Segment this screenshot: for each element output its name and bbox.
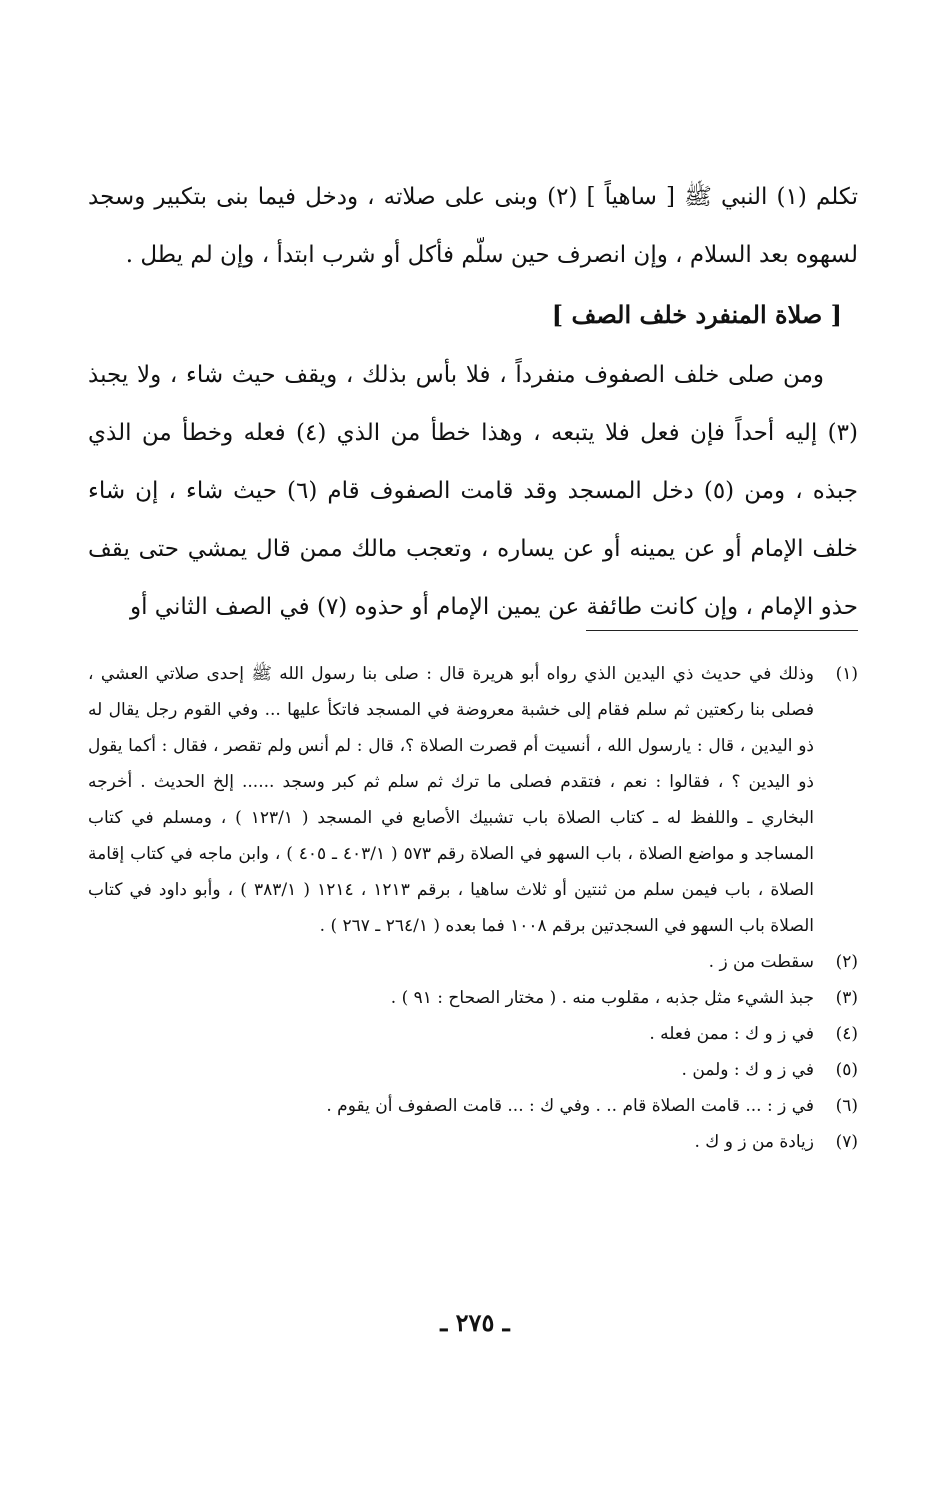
page-number: ـ ٢٧٥ ـ	[440, 1308, 510, 1337]
main-text	[88, 168, 858, 636]
footnote-text: زيادة من ز و ك .	[694, 1132, 814, 1152]
footnote-text: في ز و ك : ولمن .	[681, 1060, 814, 1080]
footnote-number: (٤)	[835, 1024, 858, 1044]
footnote-number: (١)	[835, 664, 858, 684]
footnote-3	[88, 980, 858, 1016]
footnote-6	[88, 1088, 858, 1124]
footnotes	[88, 656, 858, 1160]
footnote-text: جبذ الشيء مثل جذبه ، مقلوب منه . ( مختار الصحاح : ٩١ ) .	[390, 988, 814, 1008]
footnote-number: (٧)	[835, 1132, 858, 1152]
separator-line	[586, 630, 858, 631]
footnote-text: في ز و ك : ممن فعله .	[649, 1024, 814, 1044]
footnote-text: في ز : ... قامت الصلاة قام .. . وفي ك : ... قامت الصفوف أن يقوم .	[326, 1096, 814, 1116]
footnote-text: سقطت من ز .	[708, 952, 814, 972]
footnote-number: (٣)	[835, 988, 858, 1008]
footnote-number: (٦)	[835, 1096, 858, 1116]
footnote-2	[88, 944, 858, 980]
paragraph-1: تكلم (١) النبي ﷺ [ ساهياً ] (٢) وبنى على صلاته ، ودخل فيما بنى بتكبير وسجد لسهوه بعد السلام ، وإن انصرف حين سلّم فأكل أو شرب ابتدأ ، وإن لم يطل .	[88, 184, 858, 268]
footnote-text: وذلك في حديث ذي اليدين الذي رواه أبو هريرة قال : صلى بنا رسول الله ﷺ إحدى صلاتي العشي ، فصلى بنا ركعتين ثم سلم فقام إلى خشبة معروضة في المسجد فاتكأ عليها ... وفي القوم رجل يقال له ذو اليدين ، قال : يارسول الله ، أنسيت أم قصرت الصلاة ؟، قال : لم أنس ولم تقصر ، فقال : أكما يقول ذو اليدين ؟ ، فقالوا : نعم ، فتقدم فصلى ما ترك ثم سلم ثم كبر وسجد ...... إلخ الحديث . أخرجه البخاري ـ واللفظ له ـ كتاب الصلاة باب تشبيك الأصابع في المسجد ( ١٢٣/١ ) ، ومسلم في كتاب المساجد و مواضع الصلاة ، باب السهو في الصلاة رقم ٥٧٣ ( ٤٠٣/١ ـ ٤٠٥ ) ، وابن ماجه في كتاب إقامة الصلاة ، باب فيمن سلم من ثنتين أو ثلاث ساهيا ، برقم ١٢١٣ ، ١٢١٤ ( ٣٨٣/١ ) ، وأبو داود في كتاب الصلاة باب السهو في السجدتين برقم ١٠٠٨ فما بعده ( ٢٦٤/١ ـ ٢٦٧ ) .	[88, 664, 815, 936]
footnote-number: (٥)	[835, 1060, 858, 1080]
footnote-number: (٢)	[835, 952, 858, 972]
footnote-7	[88, 1124, 858, 1160]
footnote-4	[88, 1016, 858, 1052]
section-heading: [ صلاة المنفرد خلف الصف ]	[551, 300, 842, 329]
footnote-5	[88, 1052, 858, 1088]
footnote-1	[88, 656, 858, 944]
paragraph-2: ومن صلى خلف الصفوف منفرداً ، فلا بأس بذلك ، ويقف حيث شاء ، ولا يجبذ (٣) إليه أحداً فإن فعل فلا يتبعه ، وهذا خطأ من الذي (٤) فعله وخطأ من الذي جبذه ، ومن (٥) دخل المسجد وقد قامت الصفوف قام (٦) حيث شاء ، إن شاء خلف الإمام أو عن يمينه أو عن يساره ، وتعجب مالك ممن قال يمشي حتى يقف حذو الإمام ، وإن كانت طائفة عن يمين الإمام أو حذوه (٧) في الصف الثاني أو	[88, 362, 858, 620]
